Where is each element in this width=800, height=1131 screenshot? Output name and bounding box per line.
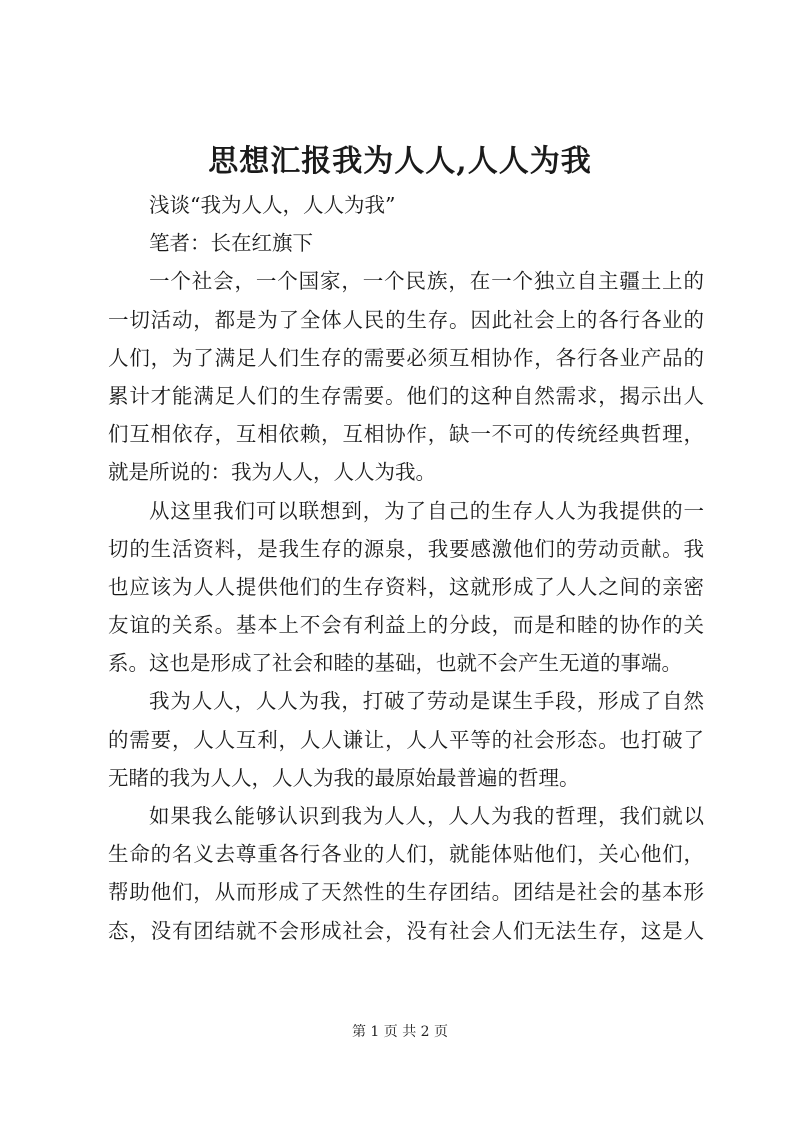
paragraph-line: 们互相依存，互相依赖，互相协作，缺一不可的传统经典哲理， [108,422,704,447]
paragraph-line: 我为人人，人人为我，打破了劳动是谋生手段，形成了自然 [149,689,704,714]
paragraph-line: 友谊的关系。基本上不会有利益上的分歧，而是和睦的协作的关 [108,613,704,638]
document-body [108,186,704,950]
subtitle-line: 浅谈“我为人人，人人为我” [149,193,396,217]
page-number-footer: 第 1 页 共 2 页 [351,1024,449,1040]
paragraph-line: 累计才能满足人们的生存需要。他们的这种自然需求，揭示出人 [108,383,704,408]
paragraph-line: 系。这也是形成了社会和睦的基础，也就不会产生无道的事端。 [108,651,682,676]
paragraph-line: 就是所说的：我为人人，人人为我。 [108,460,436,485]
paragraph-line: 态，没有团结就不会形成社会，没有社会人们无法生存，这是人 [108,918,704,943]
paragraph-line: 一切活动，都是为了全体人民的生存。因此社会上的各行各业的 [108,307,704,332]
paragraph-line: 如果我么能够认识到我为人人，人人为我的哲理，我们就以 [149,804,704,828]
paragraph-line: 的需要，人人互利，人人谦让，人人平等的社会形态。也打破了 [108,727,704,752]
paragraph-line: 一个社会，一个国家，一个民族，在一个独立自主疆土上的 [149,269,704,294]
document-title: 思想汇报我为人人,人人为我 [208,144,592,179]
paragraph-line: 也应该为人人提供他们的生存资料，这就形成了人人之间的亲密 [108,574,704,599]
paragraph-line: 切的生活资料，是我生存的源泉，我要感激他们的劳动贡献。我 [108,536,704,561]
paragraph-line: 帮助他们，从而形成了天然性的生存团结。团结是社会的基本形 [108,880,704,905]
paragraph-line: 生命的名义去尊重各行各业的人们，就能体贴他们，关心他们， [108,842,704,867]
author-line: 笔者：长在红旗下 [149,231,313,256]
paragraph-line: 从这里我们可以联想到，为了自己的生存人人为我提供的一 [149,498,704,523]
paragraph-line: 人们，为了满足人们生存的需要必须互相协作，各行各业产品的 [108,345,704,370]
paragraph-line: 无睹的我为人人，人人为我的最原始最普遍的哲理。 [108,765,580,790]
